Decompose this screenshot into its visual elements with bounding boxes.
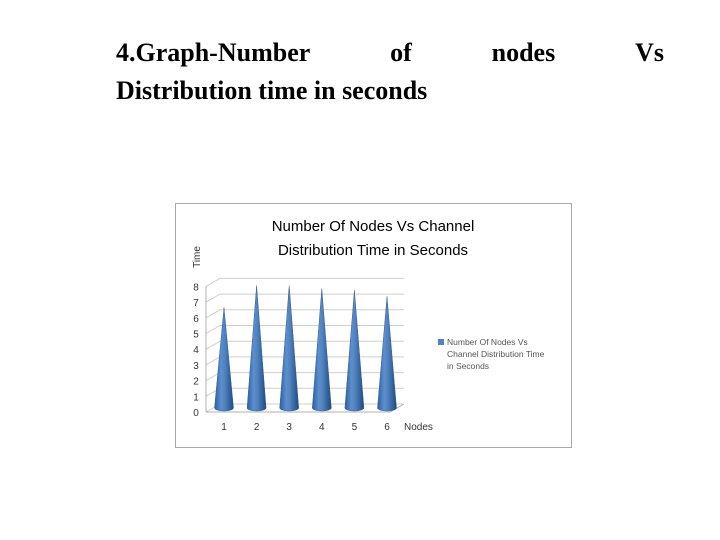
legend-label: Number Of Nodes Vs	[447, 337, 528, 347]
gridline	[206, 404, 404, 412]
gridline	[206, 278, 404, 286]
legend-swatch	[438, 339, 444, 345]
y-tick-label: 0	[193, 408, 199, 419]
gridline	[206, 341, 404, 349]
bar-cone	[312, 289, 331, 411]
bar-cone	[345, 290, 364, 411]
legend	[438, 337, 545, 371]
x-axis-line	[206, 404, 404, 412]
slide-title-line-2: Distribution time in seconds	[116, 76, 428, 105]
title-word: Vs	[635, 38, 664, 67]
gridline	[206, 388, 404, 396]
bar-cone	[215, 308, 234, 411]
y-tick-label: 7	[193, 298, 199, 310]
y-tick-label: 6	[193, 313, 199, 325]
bar-cone	[378, 297, 397, 411]
gridline	[206, 357, 404, 365]
chart-svg	[176, 204, 571, 447]
y-tick-label: 8	[193, 282, 199, 294]
x-tick-label: 3	[286, 422, 292, 433]
title-word: 4.Graph-Number	[116, 38, 311, 67]
slide-title	[116, 34, 664, 110]
plot-area	[193, 278, 433, 433]
slide-title-line-1	[116, 34, 664, 72]
chart-title-line-1: Number Of Nodes Vs Channel	[271, 218, 475, 235]
chart-title-line-2: Distribution Time in Seconds	[277, 242, 469, 259]
y-tick-label: 1	[193, 392, 199, 404]
x-tick-label: 4	[319, 422, 325, 433]
y-axis-label: Time	[192, 246, 203, 268]
title-word: nodes	[491, 38, 556, 67]
x-tick-label: 1	[221, 422, 227, 433]
gridline	[206, 326, 404, 334]
y-tick-label: 2	[193, 376, 199, 388]
legend-label: Channel Distribution Time	[447, 349, 545, 359]
bar-cone	[247, 286, 266, 411]
x-axis-label: Nodes	[404, 422, 433, 433]
gridline	[206, 373, 404, 381]
gridline	[206, 310, 404, 318]
y-tick-label: 4	[193, 345, 199, 357]
x-tick-label: 2	[253, 422, 260, 433]
bar-cone	[280, 286, 299, 411]
gridline	[206, 294, 404, 302]
chart-frame	[175, 203, 572, 448]
legend-label: in Seconds	[447, 361, 490, 371]
x-tick-label: 5	[351, 422, 358, 433]
y-tick-label: 3	[193, 360, 199, 372]
title-word: of	[390, 38, 412, 67]
y-tick-label: 5	[193, 329, 199, 341]
x-tick-label: 6	[384, 422, 390, 433]
